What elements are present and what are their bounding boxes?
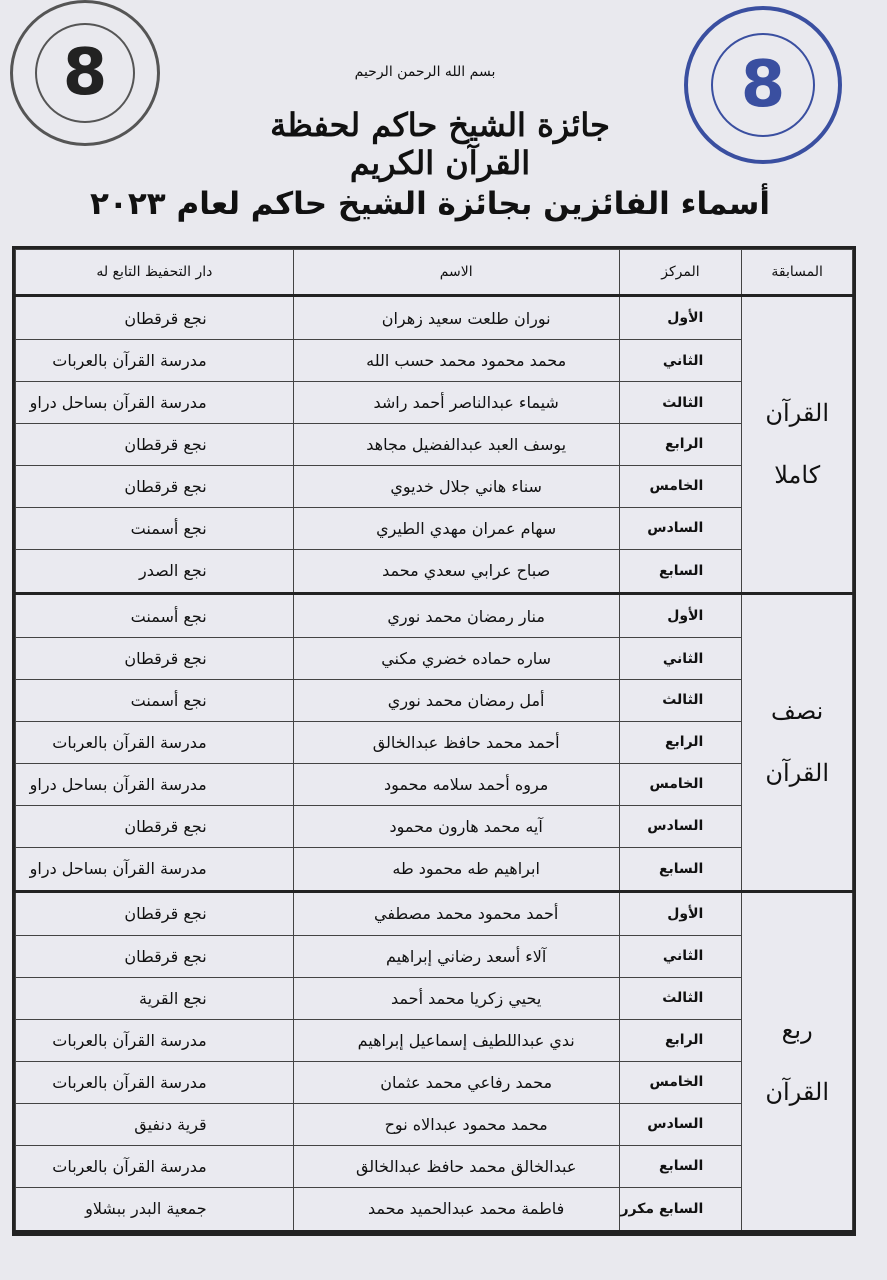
award-seal-left <box>10 0 160 146</box>
table-row <box>16 763 853 805</box>
name-cell: عبدالخالق محمد حافظ عبدالخالق <box>293 1145 619 1187</box>
rank-cell: الرابع <box>619 424 742 466</box>
name-cell: آلاء أسعد رضاني إبراهيم <box>293 936 619 978</box>
table-row <box>16 891 853 935</box>
name-cell: منار رمضان محمد نوري <box>293 593 619 637</box>
header-center: دار التحفيظ التابع له <box>16 250 294 296</box>
table-row <box>16 977 853 1019</box>
name-cell: محمد محمود محمد حسب الله <box>293 340 619 382</box>
rank-cell: السابع مكرر <box>619 1187 742 1231</box>
name-cell: ندي عبداللطيف إسماعيل إبراهيم <box>293 1019 619 1061</box>
center-cell: مدرسة القرآن بساحل دراو <box>16 382 294 424</box>
name-cell: فاطمة محمد عبدالحميد محمد <box>293 1187 619 1231</box>
name-cell: محمد محمود عبدالاه نوح <box>293 1103 619 1145</box>
award-calligraphy: جائزة الشيخ حاكم لحفظة القرآن الكريم <box>270 106 610 182</box>
table-row <box>16 847 853 891</box>
seal-digit: 8 <box>740 48 786 122</box>
table-row <box>16 593 853 637</box>
center-cell: جمعية البدر ببشلاو <box>16 1187 294 1231</box>
center-cell: مدرسة القرآن بساحل دراو <box>16 763 294 805</box>
rank-cell: السادس <box>619 1103 742 1145</box>
name-cell: ابراهيم طه محمود طه <box>293 847 619 891</box>
basmala: بسم الله الرحمن الرحيم <box>354 64 496 80</box>
name-cell: يوسف العبد عبدالفضيل مجاهد <box>293 424 619 466</box>
table-row <box>16 549 853 593</box>
center-cell: مدرسة القرآن بالعربات <box>16 1145 294 1187</box>
rank-cell: الثالث <box>619 680 742 722</box>
competition-cell: ربع القرآن <box>742 891 853 1231</box>
center-cell: نجع قرقطان <box>16 296 294 340</box>
rank-cell: الثاني <box>619 638 742 680</box>
table-row <box>16 936 853 978</box>
table-row <box>16 1145 853 1187</box>
table-row <box>16 507 853 549</box>
name-cell: شيماء عبدالناصر أحمد راشد <box>293 382 619 424</box>
center-cell: مدرسة القرآن بساحل دراو <box>16 847 294 891</box>
rank-cell: الأول <box>619 891 742 935</box>
center-cell: نجع قرقطان <box>16 424 294 466</box>
table-row <box>16 721 853 763</box>
name-cell: يحيي زكريا محمد أحمد <box>293 977 619 1019</box>
center-cell: نجع أسمنت <box>16 680 294 722</box>
center-cell: نجع قرقطان <box>16 936 294 978</box>
rank-cell: السابع <box>619 847 742 891</box>
table-row <box>16 424 853 466</box>
award-seal-right <box>684 6 842 164</box>
page-title: أسماء الفائزين بجائزة الشيخ حاكم لعام ٢٠٢٣ <box>90 186 770 222</box>
table-row <box>16 340 853 382</box>
name-cell: محمد رفاعي محمد عثمان <box>293 1061 619 1103</box>
center-cell: مدرسة القرآن بالعربات <box>16 1019 294 1061</box>
winners-table <box>12 246 856 1236</box>
table-row <box>16 805 853 847</box>
name-cell: سهام عمران مهدي الطيري <box>293 507 619 549</box>
rank-cell: السادس <box>619 805 742 847</box>
rank-cell: الخامس <box>619 465 742 507</box>
rank-cell: الخامس <box>619 1061 742 1103</box>
name-cell: صباح عرابي سعدي محمد <box>293 549 619 593</box>
name-cell: ساره حماده خضري مكني <box>293 638 619 680</box>
center-cell: مدرسة القرآن بالعربات <box>16 721 294 763</box>
table-row <box>16 296 853 340</box>
name-cell: آيه محمد هارون محمود <box>293 805 619 847</box>
center-cell: نجع أسمنت <box>16 507 294 549</box>
table-row <box>16 465 853 507</box>
center-cell: قرية دنفيق <box>16 1103 294 1145</box>
name-cell: سناء هاني جلال خديوي <box>293 465 619 507</box>
rank-cell: السابع <box>619 1145 742 1187</box>
center-cell: نجع قرقطان <box>16 638 294 680</box>
table-row <box>16 638 853 680</box>
center-cell: نجع أسمنت <box>16 593 294 637</box>
center-cell: نجع الصدر <box>16 549 294 593</box>
competition-cell: نصف القرآن <box>742 593 853 891</box>
table-header-row <box>16 250 853 296</box>
seal-digit: 8 <box>62 36 108 110</box>
table-row <box>16 1061 853 1103</box>
table-row <box>16 680 853 722</box>
table-row <box>16 1187 853 1231</box>
table-row <box>16 1103 853 1145</box>
rank-cell: الثالث <box>619 977 742 1019</box>
rank-cell: الأول <box>619 593 742 637</box>
rank-cell: الثاني <box>619 936 742 978</box>
center-cell: مدرسة القرآن بالعربات <box>16 340 294 382</box>
header-competition: المسابقة <box>742 250 853 296</box>
name-cell: أحمد محمود محمد مصطفي <box>293 891 619 935</box>
center-cell: نجع قرقطان <box>16 465 294 507</box>
center-cell: نجع قرقطان <box>16 805 294 847</box>
center-cell: مدرسة القرآن بالعربات <box>16 1061 294 1103</box>
name-cell: مروه أحمد سلامه محمود <box>293 763 619 805</box>
competition-cell: القرآن كاملا <box>742 296 853 594</box>
center-cell: نجع قرقطان <box>16 891 294 935</box>
table-row <box>16 382 853 424</box>
header-rank: المركز <box>619 250 742 296</box>
rank-cell: الخامس <box>619 763 742 805</box>
header-name: الاسم <box>293 250 619 296</box>
name-cell: نوران طلعت سعيد زهران <box>293 296 619 340</box>
rank-cell: السادس <box>619 507 742 549</box>
center-cell: نجع القرية <box>16 977 294 1019</box>
rank-cell: الثالث <box>619 382 742 424</box>
name-cell: أمل رمضان محمد نوري <box>293 680 619 722</box>
rank-cell: الأول <box>619 296 742 340</box>
rank-cell: الثاني <box>619 340 742 382</box>
rank-cell: الرابع <box>619 1019 742 1061</box>
rank-cell: السابع <box>619 549 742 593</box>
table-row <box>16 1019 853 1061</box>
rank-cell: الرابع <box>619 721 742 763</box>
name-cell: أحمد محمد حافظ عبدالخالق <box>293 721 619 763</box>
